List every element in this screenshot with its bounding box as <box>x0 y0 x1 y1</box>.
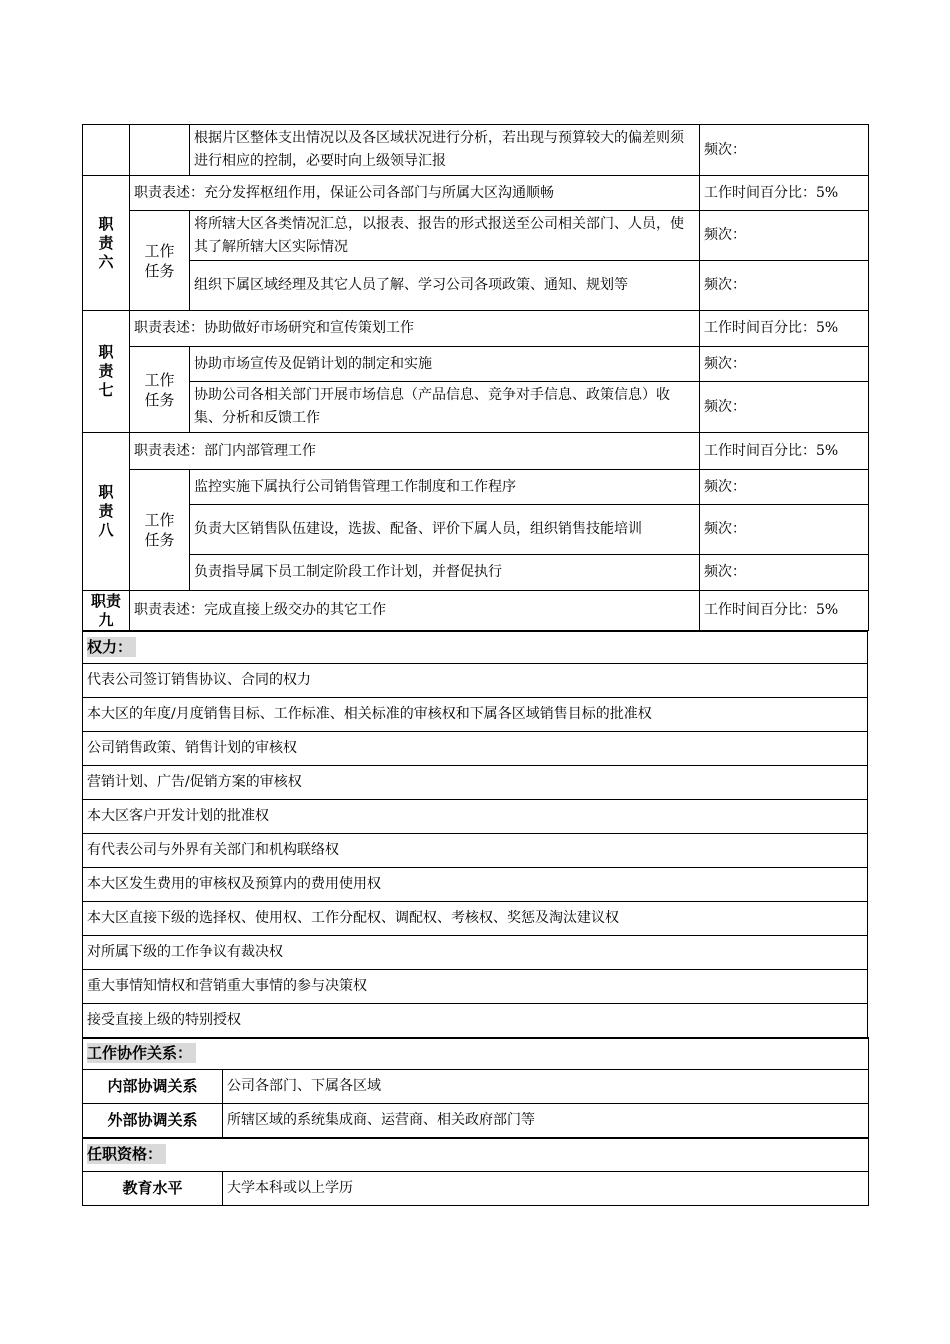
duty-7-percentage: 工作时间百分比：5% <box>700 311 869 347</box>
duty-8-description: 职责表述：部门内部管理工作 <box>130 433 700 470</box>
task-frequency: 频次： <box>700 347 869 382</box>
duty-title-cell <box>83 125 130 176</box>
powers-table <box>82 630 868 1038</box>
external-relations-label: 外部协调关系 <box>83 1104 223 1138</box>
task-frequency: 频次： <box>700 470 869 505</box>
duty-7-title: 职责七 <box>83 311 130 433</box>
duty-6-percentage: 工作时间百分比：5% <box>700 176 869 211</box>
task-text: 监控实施下属执行公司销售管理工作制度和工作程序 <box>190 470 700 505</box>
list-item: 重大事情知情权和营销重大事情的参与决策权 <box>83 969 868 1003</box>
task-frequency: 频次： <box>700 261 869 311</box>
list-item: 对所属下级的工作争议有裁决权 <box>83 935 868 969</box>
table-row <box>83 347 869 382</box>
external-relations-value: 所辖区域的系统集成商、运营商、相关政府部门等 <box>223 1104 869 1138</box>
duty-8-title: 职责八 <box>83 433 130 591</box>
list-item: 营销计划、广告/促销方案的审核权 <box>83 765 868 799</box>
relations-table <box>82 1037 869 1139</box>
task-frequency: 频次： <box>700 125 869 176</box>
task-text: 负责大区销售队伍建设，选拔、配备、评价下属人员，组织销售技能培训 <box>190 505 700 555</box>
powers-heading: 权力： <box>83 631 868 663</box>
task-text: 协助公司各相关部门开展市场信息（产品信息、竞争对手信息、政策信息）收集、分析和反馈工作 <box>190 382 700 433</box>
table-row <box>83 591 869 631</box>
qualifications-heading: 任职资格： <box>83 1138 869 1171</box>
duties-table <box>82 124 869 631</box>
duty-7-task-head: 工作任务 <box>130 347 190 433</box>
table-row <box>83 1070 869 1104</box>
table-row <box>83 555 869 591</box>
education-label: 教育水平 <box>83 1171 223 1205</box>
table-row <box>83 1171 869 1205</box>
internal-relations-label: 内部协调关系 <box>83 1070 223 1104</box>
table-row <box>83 433 869 470</box>
task-frequency: 频次： <box>700 555 869 591</box>
duty-6-description: 职责表述：充分发挥枢纽作用，保证公司各部门与所属大区沟通顺畅 <box>130 176 700 211</box>
list-item: 本大区直接下级的选择权、使用权、工作分配权、调配权、考核权、奖惩及淘汰建议权 <box>83 901 868 935</box>
duty-9-description: 职责表述：完成直接上级交办的其它工作 <box>130 591 700 631</box>
list-item: 接受直接上级的特别授权 <box>83 1003 868 1037</box>
duty-9-title: 职责九 <box>83 591 130 631</box>
table-row <box>83 470 869 505</box>
table-row <box>83 631 868 663</box>
list-item: 本大区的年度/月度销售目标、工作标准、相关标准的审核权和下属各区域销售目标的批准权 <box>83 697 868 731</box>
list-item: 本大区发生费用的审核权及预算内的费用使用权 <box>83 867 868 901</box>
table-row <box>83 176 869 211</box>
relations-heading: 工作协作关系： <box>83 1038 869 1070</box>
task-text: 协助市场宣传及促销计划的制定和实施 <box>190 347 700 382</box>
task-text: 负责指导属下员工制定阶段工作计划，并督促执行 <box>190 555 700 591</box>
table-row <box>83 382 869 433</box>
table-row <box>83 505 869 555</box>
table-row <box>83 125 869 176</box>
task-frequency: 频次： <box>700 382 869 433</box>
duty-8-task-head: 工作任务 <box>130 470 190 591</box>
task-text: 根据片区整体支出情况以及各区域状况进行分析，若出现与预算较大的偏差则须进行相应的控制，必要时向上级领导汇报 <box>190 125 700 176</box>
task-head-cell <box>130 125 190 176</box>
job-description-page <box>82 124 868 1206</box>
task-frequency: 频次： <box>700 211 869 261</box>
duty-8-percentage: 工作时间百分比：5% <box>700 433 869 470</box>
duty-6-task-head: 工作任务 <box>130 211 190 311</box>
table-row <box>83 311 869 347</box>
duty-6-title: 职责六 <box>83 176 130 311</box>
internal-relations-value: 公司各部门、下属各区域 <box>223 1070 869 1104</box>
table-row <box>83 211 869 261</box>
table-row <box>83 1038 869 1070</box>
table-row <box>83 1138 869 1171</box>
list-item: 代表公司签订销售协议、合同的权力 <box>83 663 868 697</box>
list-item: 有代表公司与外界有关部门和机构联络权 <box>83 833 868 867</box>
duty-9-percentage: 工作时间百分比：5% <box>700 591 869 631</box>
qualifications-table <box>82 1137 869 1206</box>
list-item: 本大区客户开发计划的批准权 <box>83 799 868 833</box>
education-value: 大学本科或以上学历 <box>223 1171 869 1205</box>
duty-7-description: 职责表述：协助做好市场研究和宣传策划工作 <box>130 311 700 347</box>
table-row <box>83 261 869 311</box>
task-frequency: 频次： <box>700 505 869 555</box>
task-text: 将所辖大区各类情况汇总，以报表、报告的形式报送至公司相关部门、人员，使其了解所辖大区实际情况 <box>190 211 700 261</box>
task-text: 组织下属区域经理及其它人员了解、学习公司各项政策、通知、规划等 <box>190 261 700 311</box>
list-item: 公司销售政策、销售计划的审核权 <box>83 731 868 765</box>
table-row <box>83 1104 869 1138</box>
